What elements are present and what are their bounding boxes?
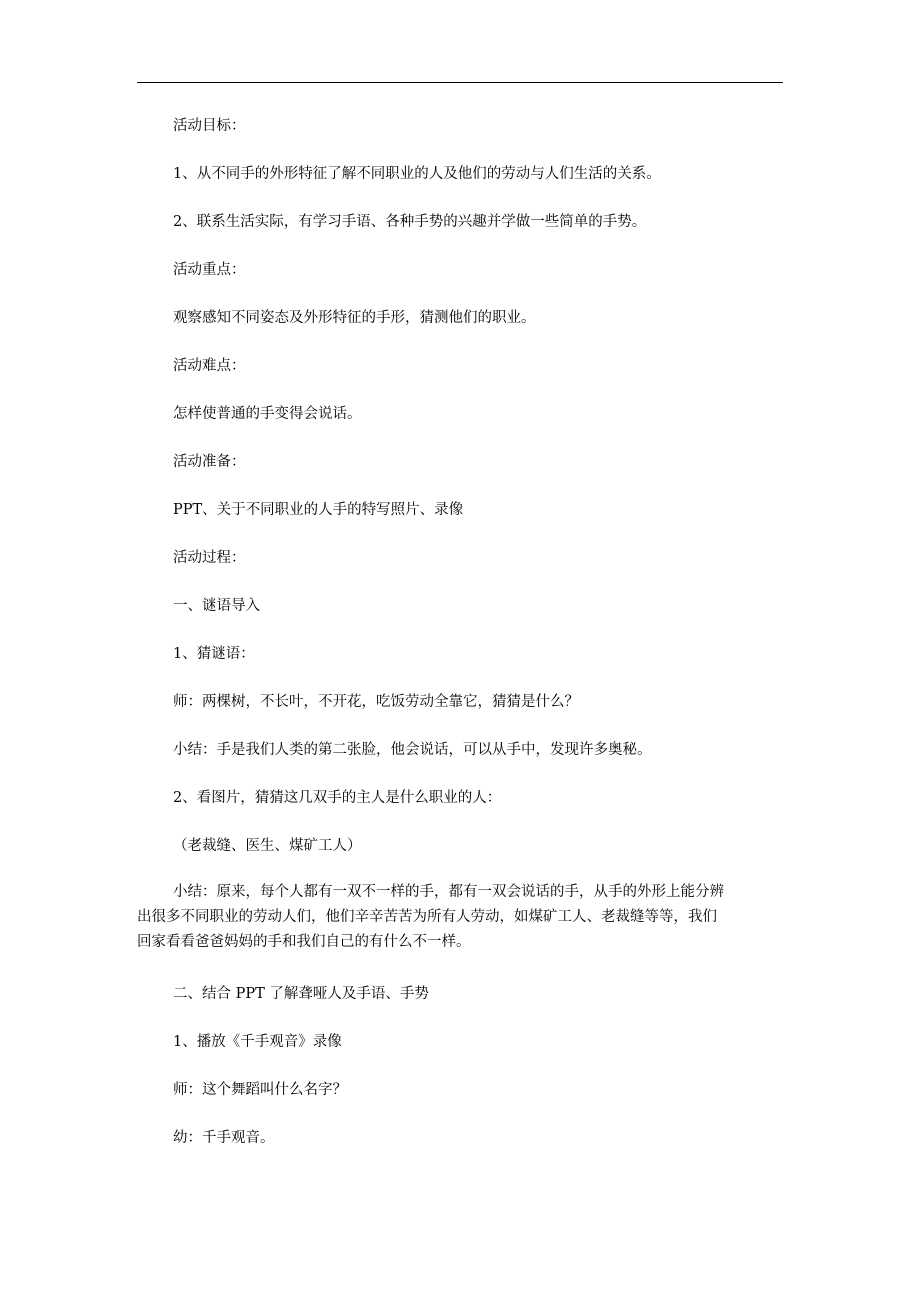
section-heading-difficulty: 活动难点：	[173, 358, 246, 374]
goal-item-2: 2、联系生活实际，有学习手语、各种手势的兴趣并学做一些简单的手势。	[173, 214, 647, 230]
section-heading-process: 活动过程：	[173, 550, 246, 566]
goal-item-1: 1、从不同手的外形特征了解不同职业的人及他们的劳动与人们生活的关系。	[173, 166, 661, 182]
step-item-video: 1、播放《千手观音》录像	[173, 1034, 342, 1050]
focus-text: 观察感知不同姿态及外形特征的手形，猜测他们的职业。	[173, 310, 536, 326]
summary-paragraph-line: 小结：原来，每个人都有一双不一样的手，都有一双会说话的手，从手的外形上能分辨	[173, 884, 724, 900]
teacher-line-dance: 师：这个舞蹈叫什么名字？	[173, 1082, 347, 1098]
summary-paragraph-line: 出很多不同职业的劳动人们，他们辛辛苦苦为所有人劳动，如煤矿工人、老裁缝等等，我们	[137, 909, 717, 925]
teacher-line-riddle: 师：两棵树，不长叶，不开花，吃饭劳动全靠它，猜猜是什么？	[173, 694, 579, 710]
difficulty-text: 怎样使普通的手变得会说话。	[173, 406, 362, 422]
summary-line-1: 小结：手是我们人类的第二张脸，他会说话，可以从手中，发现许多奥秘。	[173, 742, 652, 758]
step-heading-sign-language: 二、结合 PPT 了解聋哑人及手语、手势	[173, 986, 429, 1002]
summary-paragraph-line: 回家看看爸爸妈妈的手和我们自己的有什么不一样。	[137, 934, 471, 950]
answer-line-occupations: （老裁缝、医生、煤矿工人）	[173, 838, 362, 854]
section-heading-focus: 活动重点：	[173, 262, 246, 278]
section-heading-goals: 活动目标：	[173, 118, 246, 134]
header-rule	[137, 82, 783, 83]
section-heading-preparation: 活动准备：	[173, 454, 246, 470]
summary-paragraph	[137, 880, 783, 955]
step-item-riddle: 1、猜谜语：	[173, 646, 255, 662]
child-line-answer: 幼：千手观音。	[173, 1130, 275, 1146]
preparation-text: PPT、关于不同职业的人手的特写照片、录像	[173, 502, 464, 518]
step-heading-riddle: 一、谜语导入	[173, 598, 260, 614]
step-item-pictures: 2、看图片，猜猜这几双手的主人是什么职业的人：	[173, 790, 502, 806]
